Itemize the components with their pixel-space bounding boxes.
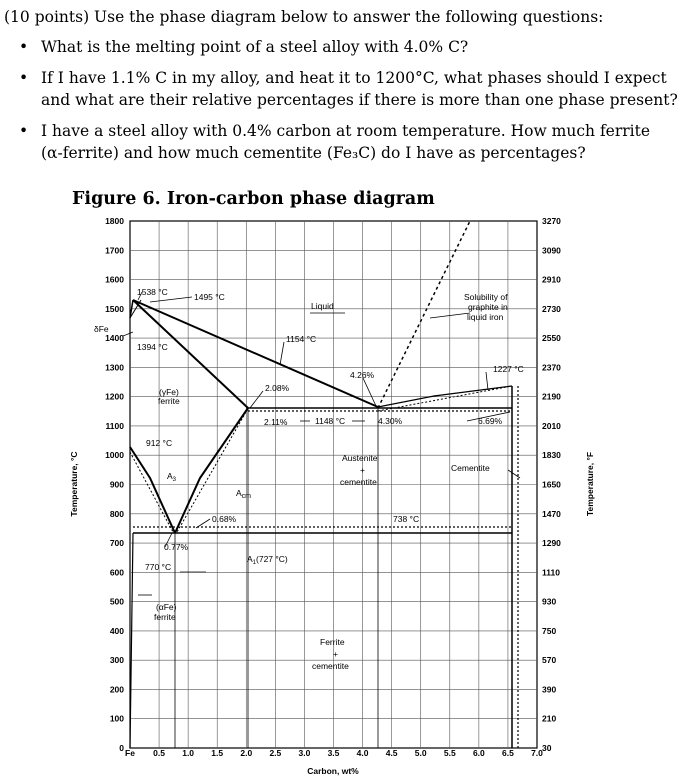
graphite-label: liquid iron xyxy=(467,312,504,322)
graphite-label: graphite in xyxy=(468,302,508,312)
y2-tick-label: 30 xyxy=(542,743,552,753)
y2-tick-label: 3270 xyxy=(542,216,561,226)
question-intro: (10 points) Use the phase diagram below to answer the following questions: xyxy=(4,8,604,26)
a1-label xyxy=(247,554,288,566)
x-tick-label: 1.5 xyxy=(211,748,224,758)
y2-tick-label: 1290 xyxy=(542,538,561,549)
bullet-dot: • xyxy=(19,69,29,87)
temp-1227-label: 1227 °C xyxy=(493,364,524,374)
y-tick-label: 1400 xyxy=(105,333,124,344)
annotations xyxy=(94,287,524,671)
bullet-line: I have a steel alloy with 0.4% carbon at room temperature. How much ferrite xyxy=(41,122,651,140)
temp-1538-label: 1538 °C xyxy=(137,287,168,297)
acm-subscript: cm xyxy=(241,493,252,500)
y2-tick-label: 2550 xyxy=(542,333,561,344)
x-tick-label: 1.0 xyxy=(182,748,195,758)
austenite-label: Austenite xyxy=(342,453,378,463)
y2-tick-label: 2190 xyxy=(542,391,561,402)
temp-770-label: 770 °C xyxy=(145,562,172,572)
c430-label: 4.30% xyxy=(378,416,403,426)
y-tick-label: 900 xyxy=(109,479,124,490)
y-tick-label: 800 xyxy=(109,508,124,519)
c077-label: 0.77% xyxy=(164,542,189,552)
leader-line xyxy=(280,342,284,365)
y2-tick-label: 750 xyxy=(542,625,557,636)
c426-label: 4.26% xyxy=(350,370,375,380)
a3-subscript: 3 xyxy=(172,477,177,483)
y2-tick-label: 2010 xyxy=(542,420,561,431)
y-tick-label: 1500 xyxy=(105,303,124,314)
leader-line xyxy=(123,332,133,336)
x-tick-label: 4.5 xyxy=(385,748,398,758)
y-tick-label: 1600 xyxy=(105,274,124,285)
gamma-fe-label: (γFe) xyxy=(159,387,179,397)
x-tick-label: 4.0 xyxy=(356,748,369,758)
y-tick-label: 300 xyxy=(109,655,124,666)
c211-label: 2.11% xyxy=(264,417,288,427)
temp-1154-label: 1154 °C xyxy=(286,334,317,344)
y-tick-label: 1700 xyxy=(105,245,124,256)
x-tick-label: 3.0 xyxy=(298,748,311,758)
austenite-cementite-label: cementite xyxy=(340,477,377,487)
y2-tick-label: 210 xyxy=(542,713,557,724)
y2-tick-label: 1830 xyxy=(542,450,561,461)
bullet-dot: • xyxy=(19,122,29,140)
x-tick-label: 6.5 xyxy=(502,748,514,758)
c208-label: 2.08% xyxy=(265,383,290,393)
y2-tick-label: 1650 xyxy=(542,479,561,490)
y2-tick-label: 1470 xyxy=(542,508,561,519)
ferrite-label: Ferrite xyxy=(320,637,345,647)
y-tick-label: 200 xyxy=(109,684,124,695)
x-axis-title: Carbon, wt% xyxy=(307,766,359,776)
x-tick-label: 5.0 xyxy=(414,748,427,758)
y-tick-label: 600 xyxy=(109,567,124,578)
y2-tick-label: 1110 xyxy=(542,567,560,578)
y-tick-label: 1100 xyxy=(105,420,124,431)
y2-tick-label: 390 xyxy=(542,684,557,695)
solidus-line xyxy=(133,300,248,408)
figure-title: Figure 6. Iron-carbon phase diagram xyxy=(72,189,435,209)
a1-subscript: 1 xyxy=(252,560,257,566)
x-tick-label: 2.0 xyxy=(240,748,253,758)
y-tick-label: 1800 xyxy=(105,216,124,226)
x-tick-label: 2.5 xyxy=(269,748,282,758)
a3-main: A xyxy=(167,471,173,481)
y-tick-label: 400 xyxy=(109,625,124,636)
graphite-label: Solubility of xyxy=(464,292,508,302)
y-tick-label: 100 xyxy=(109,713,124,724)
a3-label xyxy=(167,471,177,483)
temp-1495-label: 1495 °C xyxy=(194,292,225,302)
temp-1394-label: 1394 °C xyxy=(137,342,168,352)
delta-fe-label: δFe xyxy=(94,324,109,334)
bullet-dot: • xyxy=(19,38,29,56)
y2-tick-label: 930 xyxy=(542,596,557,607)
liquid-label: Liquid xyxy=(311,301,334,311)
y2-axis-title: Temperature, °F xyxy=(585,451,595,517)
alpha-ferrite-label: ferrite xyxy=(154,612,176,622)
c068-label: 0.68% xyxy=(212,514,237,524)
y-axis-title: Temperature, °C xyxy=(69,451,79,517)
y-tick-label: 1200 xyxy=(105,391,124,402)
a3-line xyxy=(130,447,175,533)
acm-label xyxy=(236,488,251,500)
temp-1148-label: 1148 °C xyxy=(315,416,346,426)
acm-main: A xyxy=(236,488,242,498)
ferrite-cementite-label: cementite xyxy=(312,661,349,671)
x-tick-label: 0.5 xyxy=(153,748,165,758)
y-tick-label: 700 xyxy=(109,538,124,549)
c669-label: 6.69% xyxy=(478,416,503,426)
leader-line xyxy=(486,372,488,390)
y2-tick-label: 2730 xyxy=(542,303,561,314)
y2-tick-label: 2910 xyxy=(542,274,561,285)
temp-738-label: 738 °C xyxy=(393,514,420,524)
bullet-line: If I have 1.1% C in my alloy, and heat it to 1200°C, what phases should I expect xyxy=(41,69,667,87)
y-tick-label: 500 xyxy=(109,596,124,607)
x-tick-label: 7.0 xyxy=(531,748,543,758)
austenite-plus: + xyxy=(360,465,365,475)
alpha-fe-label: (αFe) xyxy=(156,602,177,612)
x-tick-label: 5.5 xyxy=(443,748,456,758)
leader-line xyxy=(250,391,263,408)
y2-tick-label: 570 xyxy=(542,655,557,666)
a1-main: A xyxy=(247,554,253,564)
x-tick-label: 3.5 xyxy=(327,748,340,758)
temp-912-label: 912 °C xyxy=(146,438,173,448)
bullet-line: (α-ferrite) and how much cementite (Fe₃C) do I have as percentages? xyxy=(41,144,586,162)
x-tick-label: 6.0 xyxy=(472,748,485,758)
y2-tick-label: 3090 xyxy=(542,245,561,256)
x-tick-label: Fe xyxy=(125,748,135,758)
a1-rest: (727 °C) xyxy=(256,554,288,564)
cementite-label: Cementite xyxy=(451,463,490,473)
bullet-line: and what are their relative percentages if there is more than one phase present? xyxy=(41,91,678,109)
bullet-line: What is the melting point of a steel alloy with 4.0% C? xyxy=(41,38,469,56)
y2-tick-label: 2370 xyxy=(542,362,561,373)
gamma-ferrite-label: ferrite xyxy=(158,396,180,406)
ferrite-plus: + xyxy=(333,649,338,659)
y-tick-label: 1300 xyxy=(105,362,124,373)
leader-line xyxy=(150,297,192,302)
y-tick-label: 1000 xyxy=(105,450,124,461)
y-tick-label: 0 xyxy=(119,743,124,753)
a3-dotted-line xyxy=(130,452,173,532)
